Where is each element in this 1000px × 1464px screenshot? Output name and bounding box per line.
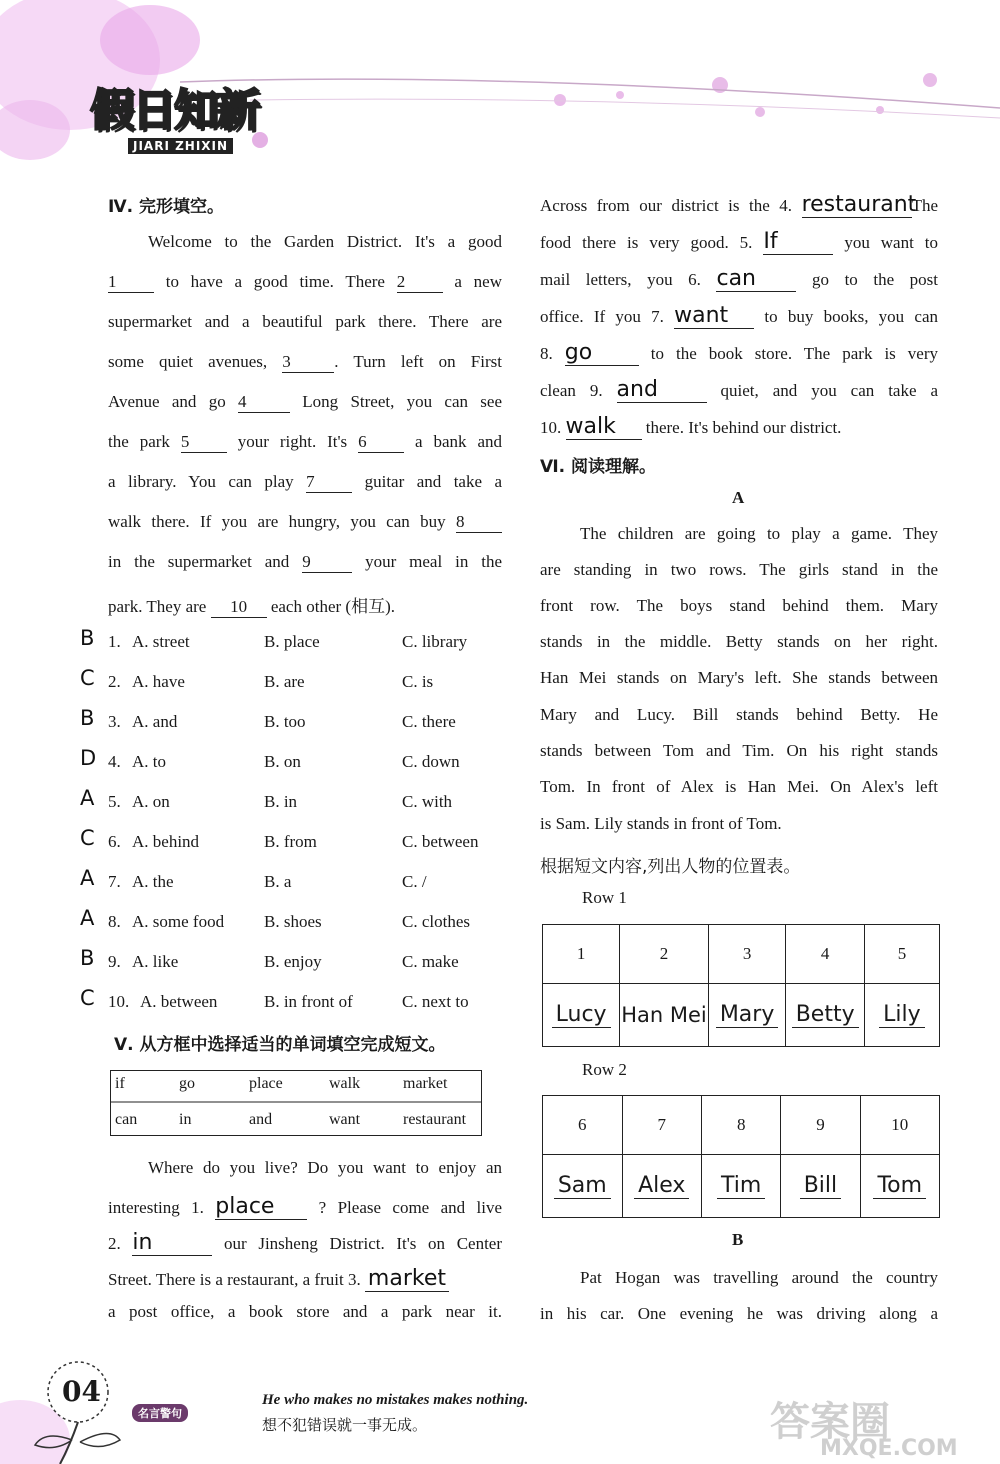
handwritten-answer: D: [80, 746, 97, 770]
cloze-heading: Ⅳ. 完形填空。: [108, 197, 225, 217]
cloze-line-4: some quiet avenues, 3 . Turn left on First: [108, 352, 502, 371]
word-if: if: [115, 1075, 125, 1092]
row2-cell[interactable]: [781, 1155, 860, 1218]
word-go: go: [179, 1075, 195, 1092]
cloze-line-5: Avenue and go 4 Long Street, you can see: [108, 392, 502, 411]
reading-heading: Ⅵ. 阅读理解。: [540, 457, 657, 477]
handwritten-answer: A: [80, 866, 95, 890]
logo-title: 假日知新: [90, 85, 258, 136]
handwritten-answer: C: [80, 986, 95, 1010]
motto-badge: 名言警句: [132, 1404, 188, 1422]
word-in: in: [179, 1111, 192, 1128]
answer-2[interactable]: in: [132, 1230, 212, 1256]
handwritten-answer: B: [80, 706, 95, 730]
cloze-line-6: the park 5 your right. It's 6 a bank and: [108, 432, 502, 451]
row2-name: Alex: [634, 1173, 689, 1199]
option-row[interactable]: B 3. A. and B. too C. there: [80, 706, 456, 731]
row1-name: Mary: [716, 1002, 779, 1028]
answer-10[interactable]: walk: [566, 414, 642, 440]
row2-num: 7: [622, 1096, 702, 1155]
row1-name: Betty: [792, 1002, 859, 1028]
row1-table: [542, 924, 940, 1047]
row2-cell[interactable]: [702, 1155, 781, 1218]
left-column: Ⅳ. 完形填空。 Welcome to the Garden District. It's a good 1 to have a good time. There 2 a new supermarket and a beautiful park there. There are some quiet avenues, 3 . Turn left on First Avenue and go 4 Long Street, you can see the park 5 your right. It's 6 a bank and a library. You can play 7 guitar and take a walk there. If you are hungry, you can buy 8 in the supermarket and 9 your meal in the park. They are 10 each other (相互). B 1. A. street B. place C. library C 2. A. have B. are C. is B 3. A. and B. too C. there D 4. A. to B. on C. down A 5. A. on B. in C. with C 6. A. behind B. from C. between A 7. A. the B. a C. / A 8. A. some food B. shoes C. clothes B 9. A. like B. enjoy C. make C 10. A. between B. in front of C. next to Ⅴ. 从方框中选择适当的单词填空完成短文。 if go place walk market can in and want restaurant Where do you live? Do you want to enjoy an interesting 1. place ? Please come and live 2. in our Jinsheng District. It's on Center Street. There is a restaurant, a fruit 3. market a post office, a book store and a park near it.: [108, 190, 504, 1340]
cloze-line-8: walk there. If you are hungry, you can buy 8: [108, 512, 502, 533]
word-box: [110, 1070, 482, 1136]
row2-name: Sam: [554, 1173, 611, 1199]
handwritten-answer: C: [80, 666, 95, 690]
row2-num: 6: [543, 1096, 623, 1155]
page-number: 04: [62, 1375, 101, 1408]
option-row[interactable]: A 7. A. the B. a C. /: [80, 866, 427, 891]
row2-num: 9: [781, 1096, 860, 1155]
word-and: and: [249, 1111, 273, 1128]
motto-english: He who makes no mistakes makes nothing.: [262, 1392, 529, 1408]
option-row[interactable]: A 5. A. on B. in C. with: [80, 786, 453, 811]
row1-cell[interactable]: [543, 984, 620, 1047]
blank-6[interactable]: 6: [358, 432, 404, 453]
row2-name: Tim: [717, 1173, 765, 1199]
handwritten-answer: B: [80, 626, 95, 650]
option-row[interactable]: A 8. A. some food B. shoes C. clothes: [80, 906, 470, 931]
blank-3[interactable]: 3: [282, 352, 334, 373]
row1-cell[interactable]: [786, 984, 864, 1047]
fill-heading: Ⅴ. 从方框中选择适当的单词填空完成短文。: [114, 1035, 446, 1055]
row1-label: Row 1: [582, 888, 627, 907]
row1-name: Lucy: [552, 1002, 611, 1028]
row1-cell[interactable]: [708, 984, 786, 1047]
word-market: market: [403, 1075, 448, 1092]
flower-decoration: [0, 1360, 260, 1464]
row2-num: 10: [860, 1096, 939, 1155]
answer-3[interactable]: market: [365, 1266, 449, 1292]
handwritten-answer: C: [80, 826, 95, 850]
row2-cell[interactable]: [543, 1155, 623, 1218]
answer-6[interactable]: can: [716, 266, 796, 292]
word-can: can: [115, 1111, 138, 1128]
blank-10[interactable]: 10: [211, 597, 267, 618]
answer-7[interactable]: want: [674, 303, 754, 329]
blank-4[interactable]: 4: [238, 392, 290, 413]
word-box-divider: [111, 1101, 481, 1103]
option-row[interactable]: C 10. A. between B. in front of C. next to: [80, 986, 469, 1011]
row2-name: Tom: [873, 1173, 926, 1199]
option-row[interactable]: B 9. A. like B. enjoy C. make: [80, 946, 459, 971]
part-a-label: A: [732, 488, 745, 507]
option-row[interactable]: C 2. A. have B. are C. is: [80, 666, 434, 691]
cloze-line-9: in the supermarket and 9 your meal in the: [108, 552, 502, 571]
cloze-line-3: supermarket and a beautiful park there. There are: [108, 312, 502, 331]
blank-8[interactable]: 8: [456, 512, 502, 533]
watermark: 答案圈: [770, 1399, 890, 1445]
row1-num: 5: [864, 925, 939, 984]
right-column: Across from our district is the 4. restaurantThe food there is very good. 5. If you want to mail letters, you 6. can go to the post office. If you 7. want to buy books, you can 8. go to the book store. The park is very clean 9. and quiet, and you can take a 10. walk there. It's behind our district. Ⅵ. 阅读理解。 A The children are going to play a game. They are standing in two rows. The girls stand in the front row. The boys stand behind them. Mary stands in the middle. Betty stands on her right. Han Mei stands on Mary's left. She stands between Mary and Lucy. Bill stands behind Betty. He stands between Tom and Tim. On his right stands Tom. In front of Alex is Han Mei. On Alex's left is Sam. Lily stands in front of Tom. 根据短文内容,列出人物的位置表。 Row 1 1 2 3 4 5 Lucy Han Mei Mary Betty Lily Row 2 6 7 8 9 10 Sam Alex Tim Bill Tom B Pat Hogan was travelling around the country in his car. One evening he was driving along a: [540, 192, 939, 1323]
option-row[interactable]: B 1. A. street B. place C. library: [80, 626, 468, 651]
logo-subtitle: JIARI ZHIXIN: [128, 138, 233, 154]
word-place: place: [249, 1075, 283, 1092]
blank-9[interactable]: 9: [302, 552, 352, 573]
watermark-url: MXQE.COM: [820, 1436, 958, 1461]
row1-name: Lily: [879, 1002, 925, 1028]
row2-label: Row 2: [582, 1060, 627, 1079]
cloze-line-1: Welcome to the Garden District. It's a good: [148, 232, 502, 251]
row2-table: [542, 1095, 940, 1218]
handwritten-answer: A: [80, 786, 95, 810]
row2-num: 8: [702, 1096, 781, 1155]
cloze-options: [80, 626, 504, 1032]
cloze-line-7: a library. You can play 7 guitar and take a: [108, 472, 503, 491]
row1-cell[interactable]: [864, 984, 939, 1047]
motto-chinese: 想不犯错误就一事无成。: [262, 1418, 428, 1434]
row1-cell[interactable]: [620, 984, 709, 1047]
answer-5[interactable]: If: [763, 229, 833, 255]
word-want: want: [329, 1111, 361, 1128]
page-header: [0, 0, 1000, 175]
blank-5[interactable]: 5: [181, 432, 227, 453]
blank-1[interactable]: 1: [108, 272, 154, 293]
row1-num: 4: [786, 925, 864, 984]
row1-name: Han Mei: [621, 1002, 707, 1027]
table-instruction: 根据短文内容,列出人物的位置表。: [540, 857, 801, 877]
cloze-line-2: 1 to have a good time. There 2 a new: [108, 272, 502, 291]
row1-num: 3: [708, 925, 786, 984]
answer-4[interactable]: restaurant: [801, 192, 917, 217]
row1-num: 1: [543, 925, 620, 984]
row1-num: 2: [620, 925, 709, 984]
handwritten-answer: B: [80, 946, 95, 970]
option-row[interactable]: C 6. A. behind B. from C. between: [80, 826, 479, 851]
row2-name: Bill: [800, 1173, 841, 1199]
answer-9[interactable]: and: [617, 377, 707, 403]
option-row[interactable]: D 4. A. to B. on C. down: [80, 746, 460, 771]
blank-2[interactable]: 2: [397, 272, 443, 293]
part-b-label: B: [732, 1230, 744, 1249]
answer-1[interactable]: place: [215, 1194, 307, 1220]
handwritten-answer: A: [80, 906, 95, 930]
word-restaurant: restaurant: [403, 1111, 467, 1128]
blank-7[interactable]: 7: [306, 472, 352, 493]
row2-cell[interactable]: [860, 1155, 939, 1218]
cloze-line-10: park. They are 10 each other (相互).: [108, 597, 395, 616]
word-walk: walk: [329, 1075, 361, 1092]
row2-cell[interactable]: [622, 1155, 702, 1218]
answer-8[interactable]: go: [565, 340, 639, 366]
